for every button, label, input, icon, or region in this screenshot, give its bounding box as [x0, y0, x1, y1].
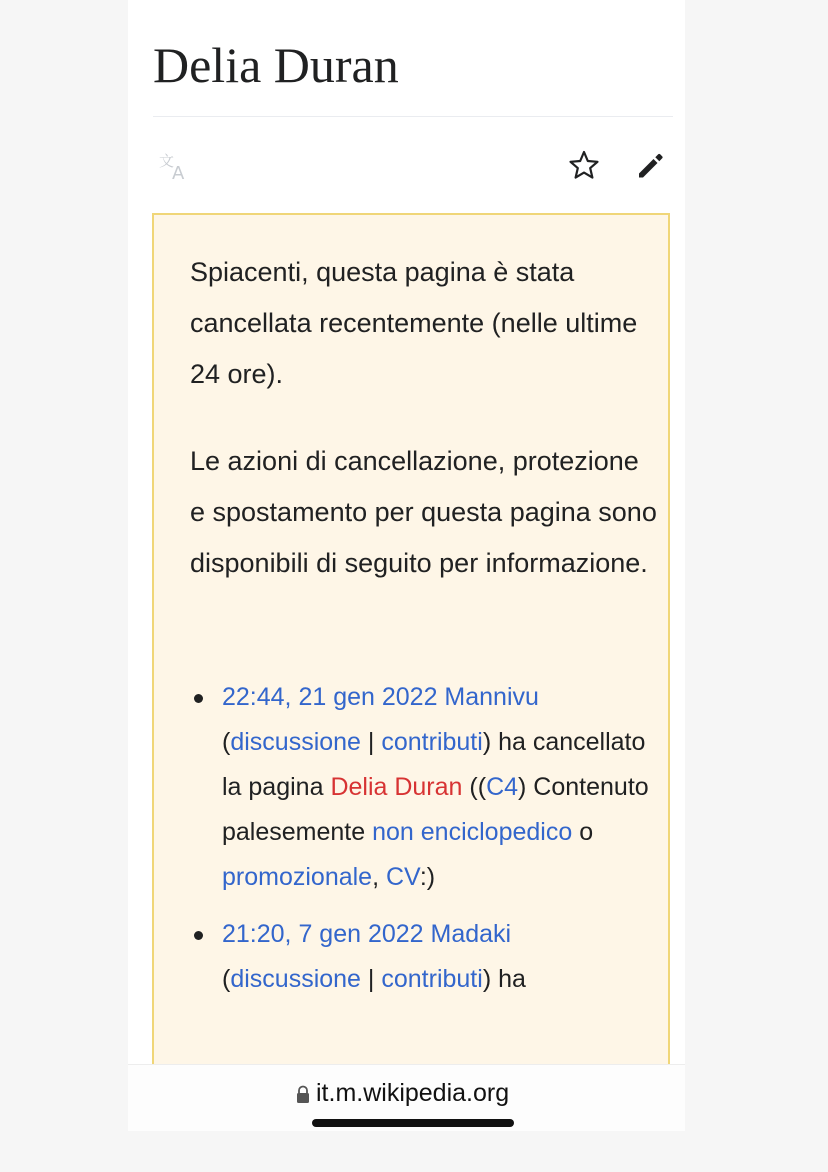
home-indicator: [312, 1119, 514, 1127]
non-encyclopedic-link[interactable]: non enciclopedico: [372, 818, 573, 846]
deleted-page-link[interactable]: Delia Duran: [330, 773, 463, 801]
svg-text:A: A: [172, 163, 185, 182]
text: |: [360, 728, 382, 756]
text: (: [222, 728, 231, 756]
page-content: [128, 0, 685, 1130]
divider: [153, 116, 673, 117]
url-text[interactable]: it.m.wikipedia.org: [316, 1079, 510, 1107]
text: (: [222, 965, 231, 993]
translate-icon[interactable]: [158, 150, 190, 182]
text: ) Contenuto palesemente: [222, 773, 649, 846]
deletion-log: [190, 675, 660, 1014]
notice-paragraph-log-info: Le azioni di cancellazione, protezione e spostamento per questa pagina sono disponibili di seguito per informazione.: [190, 446, 657, 578]
bullet-dot: [194, 931, 203, 940]
page-title: Delia Duran: [153, 37, 399, 93]
svg-text:文: 文: [159, 152, 175, 170]
deletion-notice: [152, 213, 670, 1130]
bullet-dot: [194, 694, 203, 703]
log-timestamp-user-link[interactable]: 21:20, 7 gen 2022 Madaki: [222, 920, 512, 948]
text: ) ha: [482, 965, 526, 993]
lock-icon: [296, 1085, 310, 1103]
talk-link[interactable]: discussione: [230, 965, 361, 993]
text: ) ha cancellato la pagina: [222, 728, 646, 801]
contribs-link[interactable]: contributi: [381, 965, 483, 993]
cv-link[interactable]: CV: [386, 863, 420, 891]
notice-paragraph-deleted: Spiacenti, questa pagina è stata cancellata recentemente (nelle ultime 24 ore).: [190, 257, 638, 389]
text: o: [572, 818, 594, 846]
text: ,: [372, 863, 386, 891]
log-entry: [190, 675, 660, 900]
pencil-icon[interactable]: [635, 149, 667, 181]
text: |: [360, 965, 382, 993]
talk-link[interactable]: discussione: [230, 728, 361, 756]
log-timestamp-user-link[interactable]: 22:44, 21 gen 2022 Mannivu: [222, 683, 539, 711]
criterion-link[interactable]: C4: [486, 773, 519, 801]
text: ((: [462, 773, 487, 801]
contribs-link[interactable]: contributi: [381, 728, 483, 756]
star-icon[interactable]: [568, 149, 600, 181]
text: :): [419, 863, 436, 891]
promotional-link[interactable]: promozionale: [222, 863, 373, 891]
log-entry: [190, 912, 660, 1002]
